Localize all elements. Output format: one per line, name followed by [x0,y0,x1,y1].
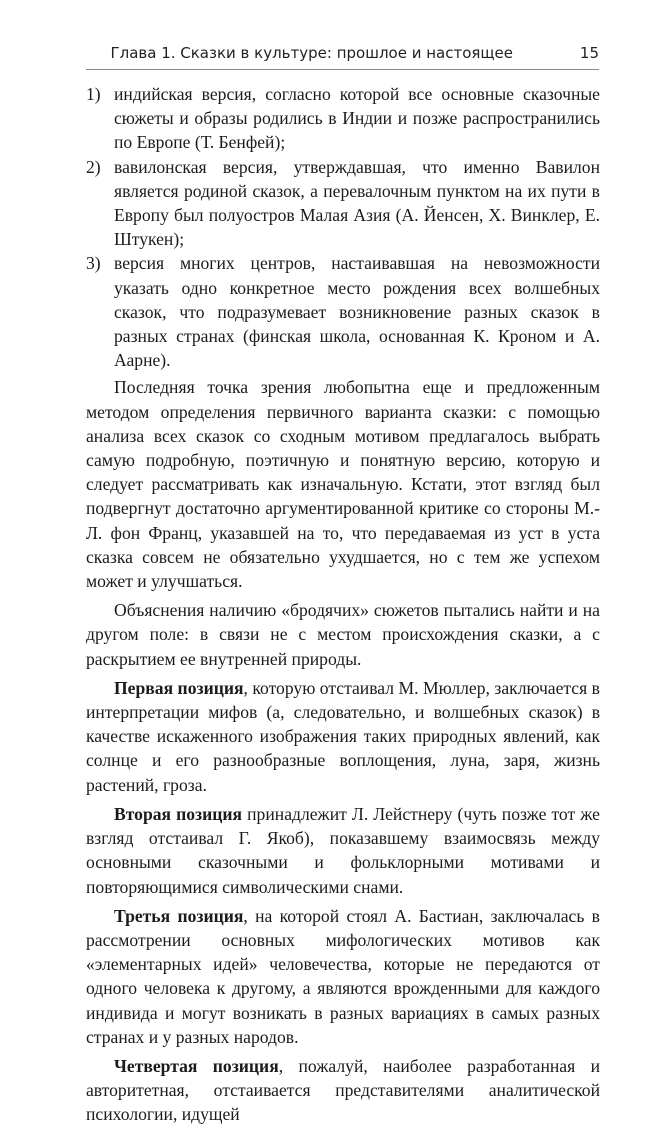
body-text [86,82,600,1127]
list-number: 2) [86,156,101,177]
paragraph-text: , пожалуй, наиболее разработанная и авторитетная, отстаивается представителями аналитической психологии, идущей [86,1055,600,1125]
bold-term: Третья позиция [114,905,244,926]
bold-term: Вторая позиция [114,803,243,824]
list-item [86,155,600,252]
list-item-text: вавилонская версия, утверждавшая, что именно Вавилон является родиной сказок, а перевалочным пунктом на их пути в Европу был полуостров Малая Азия (А. Йенсен, Х. Винклер, Е. Штукен); [114,156,600,250]
bold-term: Первая позиция [114,677,244,698]
list-item-text: версия многих центров, настаивавшая на невозможности указать одно конкретное место рождения всех волшебных сказок, что подразумевает возникновение разных сказок в разных странах (финская школа, основанная К. Кроном и А. Аарне). [114,253,600,371]
list-item-text: индийская версия, согласно которой все основные сказочные сюжеты и образы родились в Индии и позже распространились по Европе (Т. Бенфей); [114,84,600,153]
list-item [86,82,600,155]
paragraph-text: , которую отстаивал М. Мюллер, заключается в интерпретации мифов (а, следовательно, и волшебных сказок) в качестве искаженного изображения таких природных явлений, как солнце и его разнообразные воплощения, луна, заря, жизнь растений, гроза. [86,677,600,795]
paragraph [86,802,600,899]
list-item [86,251,600,372]
paragraph-text: Последняя точка зрения любопытна еще и предложенным методом определения первичного варианта сказки: с помощью анализа всех сказок со сходным мотивом предлагалось выбрать самую подробную, поэтичную и понятную версию, которую и следует рассматривать как изначальную. Кстати, этот взгляд был подвергнут достаточно аргументированной критике со стороны М.-Л. фон Франц, указавшей на то, что передаваемая из уст в уста сказка совсем не обязательно ухудшается, но с тем же успехом может и улучшаться. [86,377,600,592]
paragraph-text: , на которой стоял А. Бастиан, заключалась в рассмотрении основных мифологических мотивов как «элементарных идей» человечества, которые не передаются от одного человека к другому, а являются врожденными для каждого индивида и могут возникать в разных вариациях в самых разных странах и у разных народов. [86,905,600,1047]
paragraph [86,1054,600,1127]
chapter-title: Глава 1. Сказки в культуре: прошлое и настоящее [110,44,513,62]
paragraph [86,676,600,797]
list-number: 1) [86,84,101,104]
paragraph-text: Объяснения наличию «бродячих» сюжетов пытались найти и на другом поле: в связи не с местом происхождения сказки, а с раскрытием ее внутренней природы. [86,600,600,669]
paragraph [86,904,600,1049]
paragraph [86,375,600,593]
paragraph [86,598,600,671]
list-number: 3) [86,253,101,274]
bold-term: Четвертая позиция [114,1055,279,1076]
running-header [86,44,599,66]
header-divider [86,69,599,70]
paragraph-text: принадлежит Л. Лейстнеру (чуть позже тот же взгляд отстаивал Г. Якоб), показавшему взаимосвязь между основными сказочными и фольклорными мотивами и повторяющимися символическими снами. [86,803,600,897]
page-number: 15 [579,44,599,62]
